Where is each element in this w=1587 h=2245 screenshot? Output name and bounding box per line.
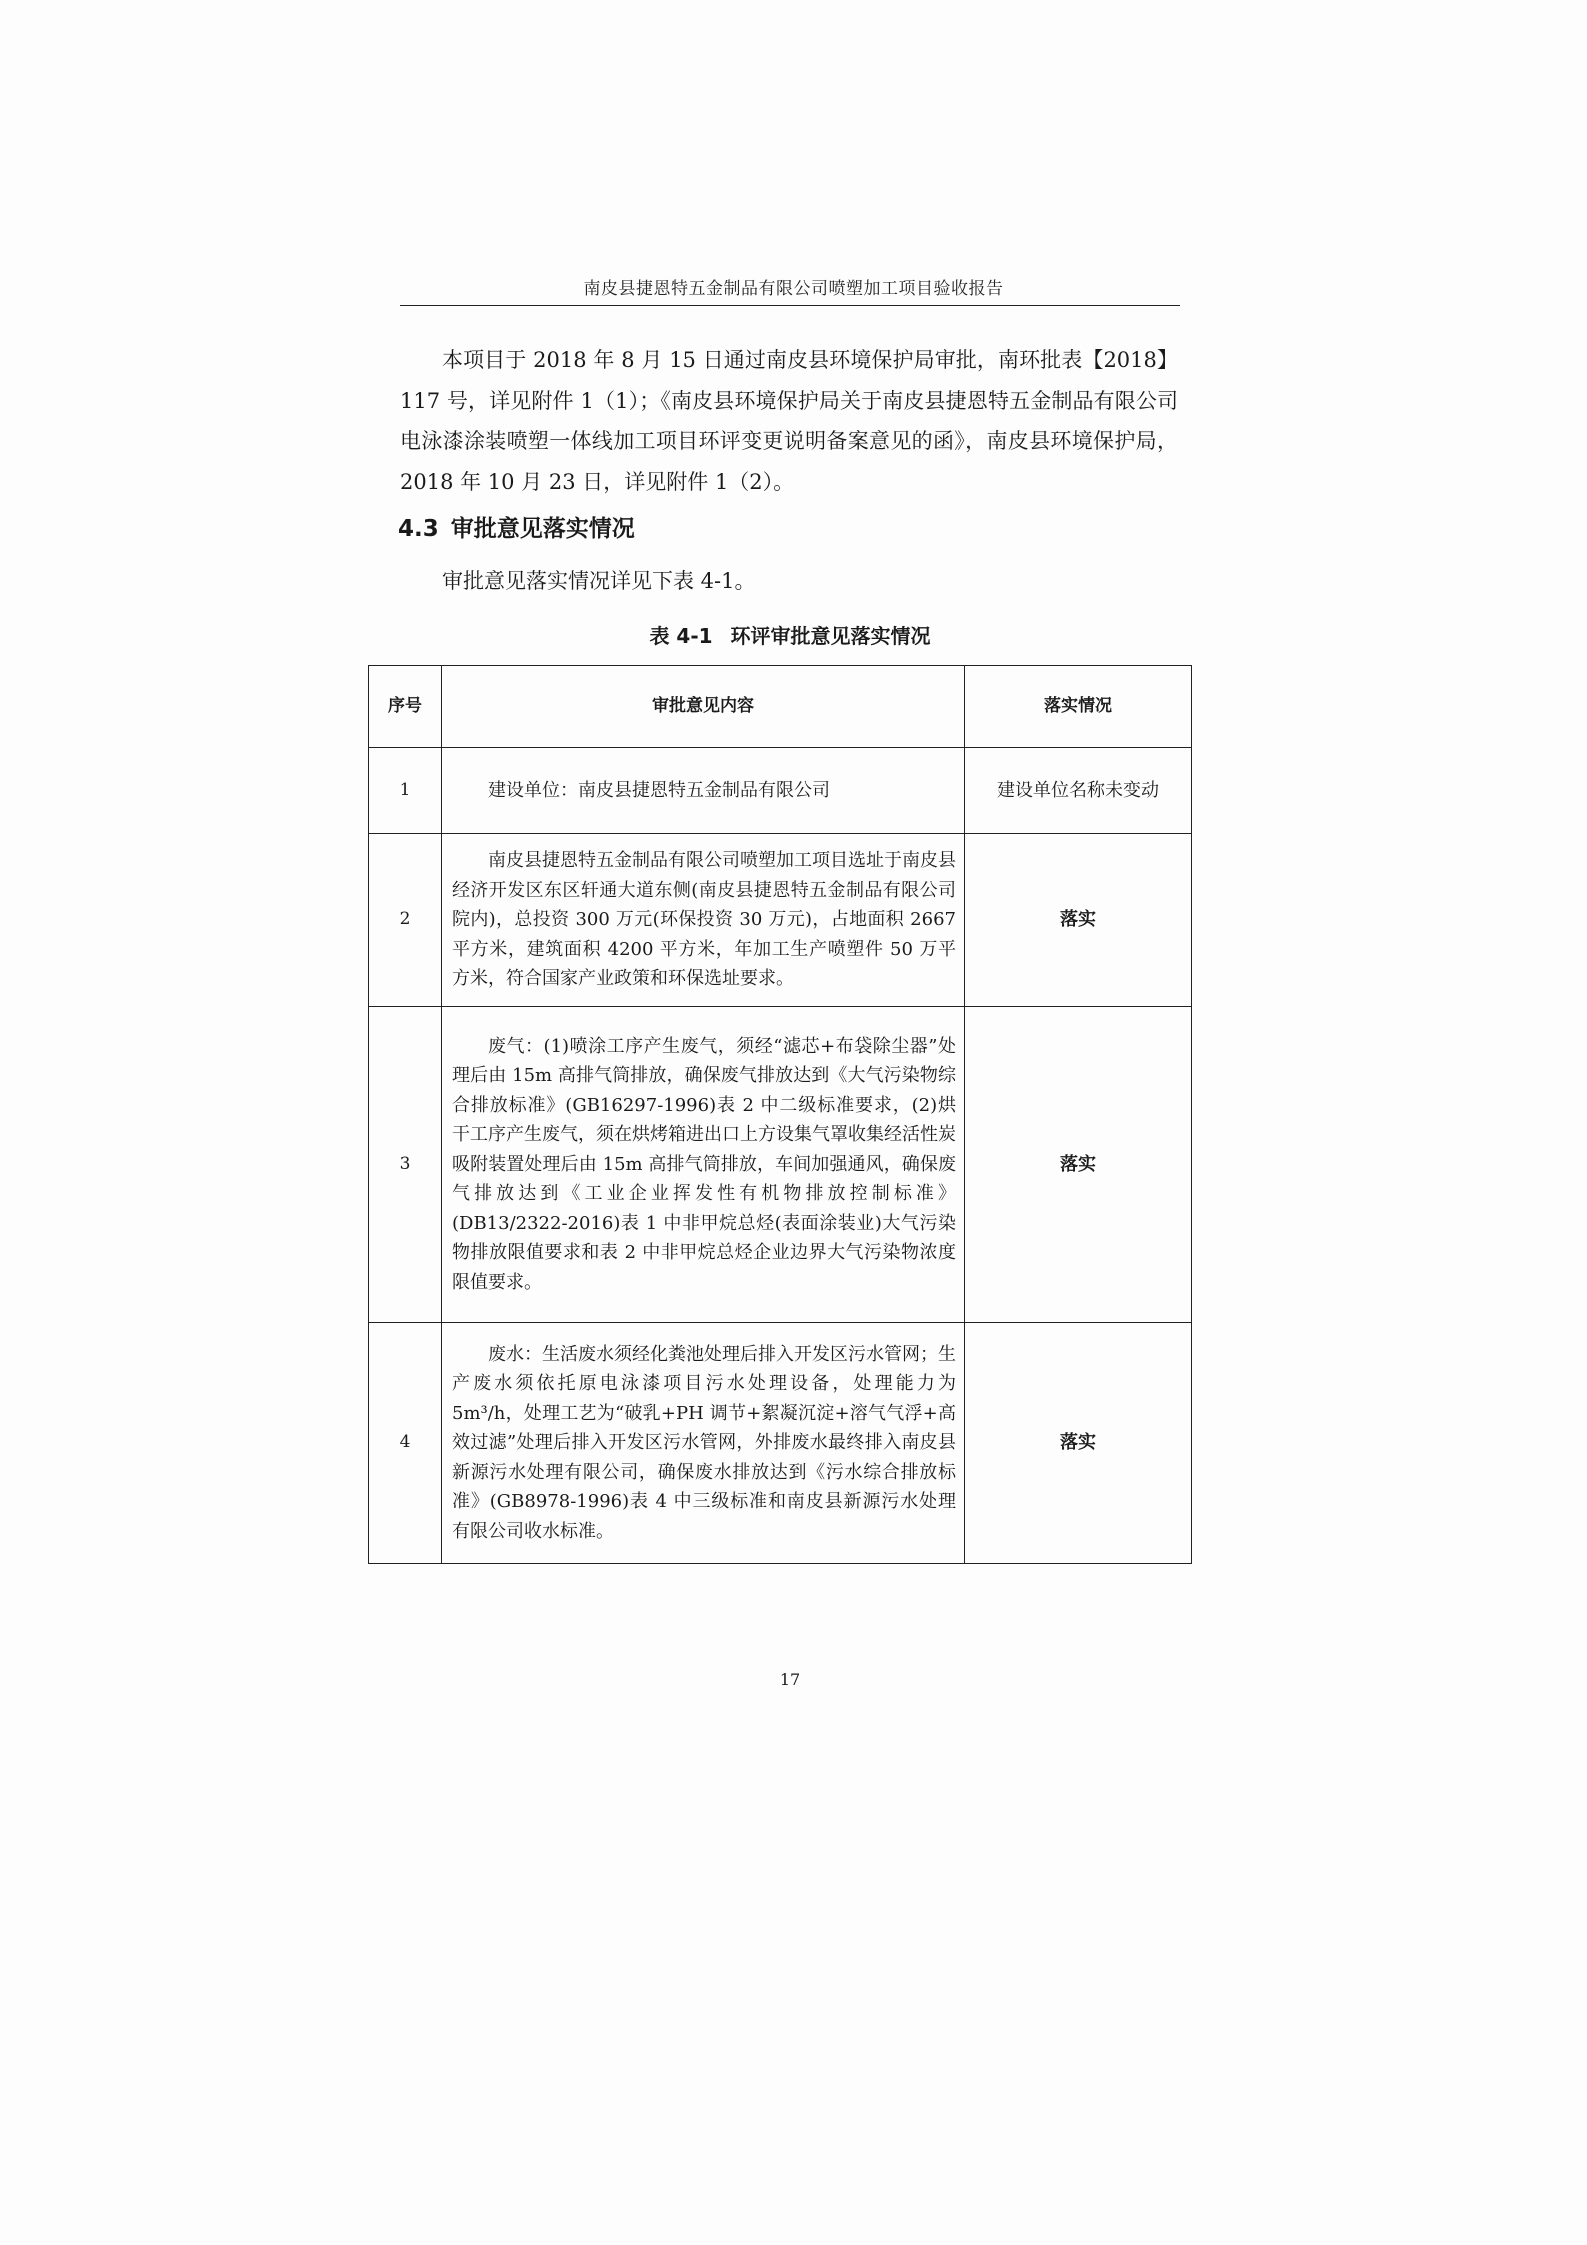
row-number: 2: [369, 834, 442, 1007]
row-status: 落实: [965, 1323, 1192, 1564]
row-number: 4: [369, 1323, 442, 1564]
table-header-row: [369, 666, 1192, 748]
row-content: 建设单位：南皮县捷恩特五金制品有限公司: [442, 748, 965, 834]
row-number: 3: [369, 1007, 442, 1323]
running-header: 南皮县捷恩特五金制品有限公司喷塑加工项目验收报告: [583, 279, 1004, 299]
table-caption-number: 表 4-1: [649, 624, 713, 648]
row-content: 南皮县捷恩特五金制品有限公司喷塑加工项目选址于南皮县经济开发区东区轩通大道东侧(南皮县捷恩特五金制品有限公司院内)，总投资 300 万元(环保投资 30 万元)，占地面积 2667 平方米，建筑面积 4200 平方米，年加工生产喷塑件 50 万平方米，符合国家产业政策和环保选址要求。: [442, 834, 965, 1007]
row-content: 废水：生活废水须经化粪池处理后排入开发区污水管网；生产废水须依托原电泳漆项目污水处理设备，处理能力为 5m³/h，处理工艺为“破乳+PH 调节+絮凝沉淀+溶气气浮+高效过滤”处理后排入开发区污水管网，外排废水最终排入南皮县新源污水处理有限公司，确保废水排放达到《污水综合排放标准》(GB8978-1996)表 4 中三级标准和南皮县新源污水处理有限公司收水标准。: [442, 1323, 965, 1564]
header-no: 序号: [369, 666, 442, 748]
row-content: 废气：(1)喷涂工序产生废气，须经“滤芯+布袋除尘器”处理后由 15m 高排气筒排放，确保废气排放达到《大气污染物综合排放标准》(GB16297-1996)表 2 中二级标准要求，(2)烘干工序产生废气，须在烘烤箱进出口上方设集气罩收集经活性炭吸附装置处理后由 15m 高排气筒排放，车间加强通风，确保废气排放达到《工业企业挥发性有机物排放控制标准》(DB13/2322-2016)表 1 中非甲烷总烃(表面涂装业)大气污染物排放限值要求和表 2 中非甲烷总烃企业边界大气污染物浓度限值要求。: [442, 1007, 965, 1323]
row-status: 落实: [965, 834, 1192, 1007]
header-status: 落实情况: [965, 666, 1192, 748]
page-number: 17: [779, 1670, 801, 1689]
table-intro: 审批意见落实情况详见下表 4-1。: [442, 569, 756, 593]
row-number: 1: [369, 748, 442, 834]
body-paragraph: 本项目于 2018 年 8 月 15 日通过南皮县环境保护局审批，南环批表【2018】117 号，详见附件 1（1）；《南皮县环境保护局关于南皮县捷恩特五金制品有限公司电泳漆涂装喷塑一体线加工项目环评变更说明备案意见的函》，南皮县环境保护局，2018 年 10 月 23 日，详见附件 1（2）。: [400, 348, 1178, 494]
row-status: 落实: [965, 1007, 1192, 1323]
section-number: 4.3: [398, 516, 439, 542]
table-row: [369, 1007, 1192, 1323]
table-caption: [400, 620, 1180, 649]
table-row: [369, 834, 1192, 1007]
table-row: [369, 748, 1192, 834]
approval-table: [368, 665, 1192, 1564]
section-heading: [398, 510, 635, 543]
row-status: 建设单位名称未变动: [965, 748, 1192, 834]
table-caption-title: 环评审批意见落实情况: [730, 624, 931, 648]
header-rule: [400, 305, 1180, 306]
section-title: 审批意见落实情况: [450, 516, 635, 542]
header-content: 审批意见内容: [442, 666, 965, 748]
table-row: [369, 1323, 1192, 1564]
